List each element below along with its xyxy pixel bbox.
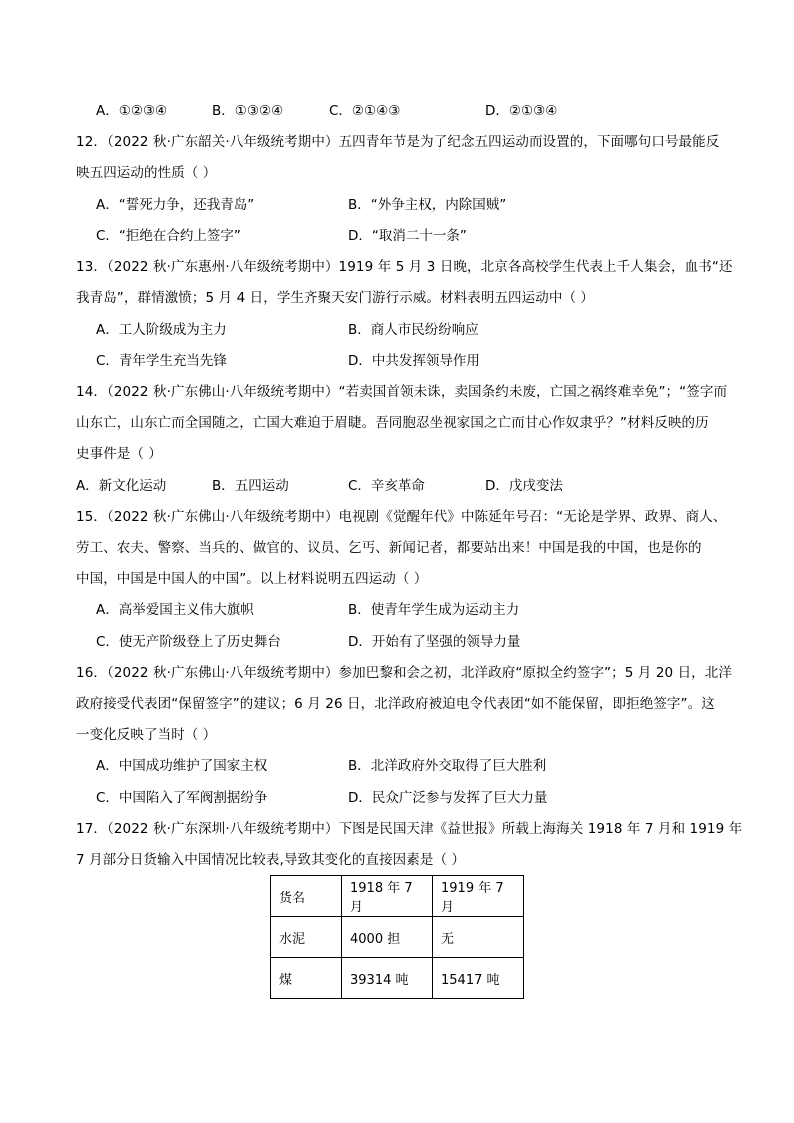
table-header-cell: 1918 年 7 月 (342, 876, 433, 917)
q13-stem-line1: 13．（2022 秋·广东惠州·八年级统考期中）1919 年 5 月 3 日晚，北京各高校学生代表上千人集会，血书“还 (76, 259, 733, 275)
q14-option-b: B．五四运动 (212, 478, 289, 494)
q14-stem-line3: 史事件是（ ） (76, 446, 162, 462)
q14-option-c: C．辛亥革命 (348, 478, 425, 494)
table-cell: 15417 吨 (433, 958, 524, 999)
q11-option-c: C．②①④③ (329, 103, 401, 119)
q15-option-d: D．开始有了坚强的领导力量 (348, 634, 521, 650)
q15-option-b: B．使青年学生成为运动主力 (348, 602, 520, 618)
table-row (271, 917, 524, 958)
q17-stem-line2: 7 月部分日货输入中国情况比较表,导致其变化的直接因素是（ ） (76, 852, 466, 868)
q17-stem-line1: 17．（2022 秋·广东深圳·八年级统考期中）下图是民国天津《益世报》所载上海海关 1918 年 7 月和 1919 年 (76, 821, 743, 837)
q16-stem-line1: 16．（2022 秋·广东佛山·八年级统考期中）参加巴黎和会之初，北洋政府“原拟全约签字”；5 月 20 日，北洋 (76, 665, 732, 681)
q12-option-a: A．“誓死力争，还我青岛” (96, 197, 255, 213)
q11-option-b: B．①③②④ (212, 103, 284, 119)
q16-option-c: C．中国陷入了军阀割据纷争 (96, 790, 268, 806)
q12-option-b: B．“外争主权，内除国贼” (348, 197, 507, 213)
q14-stem-line1: 14．（2022 秋·广东佛山·八年级统考期中）“若卖国首领未诛，卖国条约未废，亡国之祸终难幸免”；“签字而 (76, 384, 728, 400)
q12-stem-line1: 12．（2022 秋·广东韶关·八年级统考期中）五四青年节是为了纪念五四运动而设置的，下面哪句口号最能反 (76, 134, 720, 150)
q15-option-a: A．高举爱国主义伟大旗帜 (96, 602, 254, 618)
q15-stem-line1: 15．（2022 秋·广东佛山·八年级统考期中）电视剧《觉醒年代》中陈延年号召：“无论是学界、政界、商人、 (76, 509, 727, 525)
q13-option-d: D．中共发挥领导作用 (348, 353, 480, 369)
q16-option-d: D．民众广泛参与发挥了巨大力量 (348, 790, 548, 806)
table-header-row (271, 876, 524, 917)
table-row (271, 958, 524, 999)
q12-stem-line2: 映五四运动的性质（ ） (76, 165, 217, 181)
q16-option-b: B．北洋政府外交取得了巨大胜利 (348, 758, 547, 774)
q12-option-d: D．“取消二十一条” (348, 228, 467, 244)
table-cell: 无 (433, 917, 524, 958)
table-cell: 4000 担 (342, 917, 433, 958)
q14-option-d: D．戊戌变法 (485, 478, 563, 494)
q16-stem-line3: 一变化反映了当时（ ） (76, 727, 217, 743)
q14-stem-line2: 山东亡，山东亡而全国随之，亡国大难迫于眉睫。吾同胞忍坐视家国之亡而甘心作奴隶乎？”材料反映的历 (76, 415, 709, 431)
table-header-cell: 货名 (271, 876, 342, 917)
q16-option-a: A．中国成功维护了国家主权 (96, 758, 268, 774)
q13-option-a: A．工人阶级成为主力 (96, 322, 227, 338)
table-cell: 煤 (271, 958, 342, 999)
q13-option-b: B．商人市民纷纷响应 (348, 322, 479, 338)
q11-option-a: A．①②③④ (96, 103, 168, 119)
q13-option-c: C．青年学生充当先锋 (96, 353, 227, 369)
table-cell: 水泥 (271, 917, 342, 958)
q11-option-d: D．②①③④ (485, 103, 558, 119)
q15-stem-line3: 中国，中国是中国人的中国”。以上材料说明五四运动（ ） (76, 571, 428, 587)
q15-option-c: C．使无产阶级登上了历史舞台 (96, 634, 281, 650)
table-cell: 39314 吨 (342, 958, 433, 999)
q15-stem-line2: 劳工、农夫、警察、当兵的、做官的、议员、乞丐、新闻记者，都要站出来！中国是我的中国，也是你的 (76, 540, 702, 556)
table-header-cell: 1919 年 7 月 (433, 876, 524, 917)
q14-option-a: A．新文化运动 (76, 478, 167, 494)
q16-stem-line2: 政府接受代表团“保留签字”的建议；6 月 26 日，北洋政府被迫电令代表团“如不能保留，即拒绝签字”。这 (76, 696, 715, 712)
q13-stem-line2: 我青岛”，群情激愤；5 月 4 日，学生齐聚天安门游行示威。材料表明五四运动中（ ） (76, 290, 595, 306)
q12-option-c: C．“拒绝在合约上签字” (96, 228, 241, 244)
japanese-imports-table (270, 875, 524, 999)
